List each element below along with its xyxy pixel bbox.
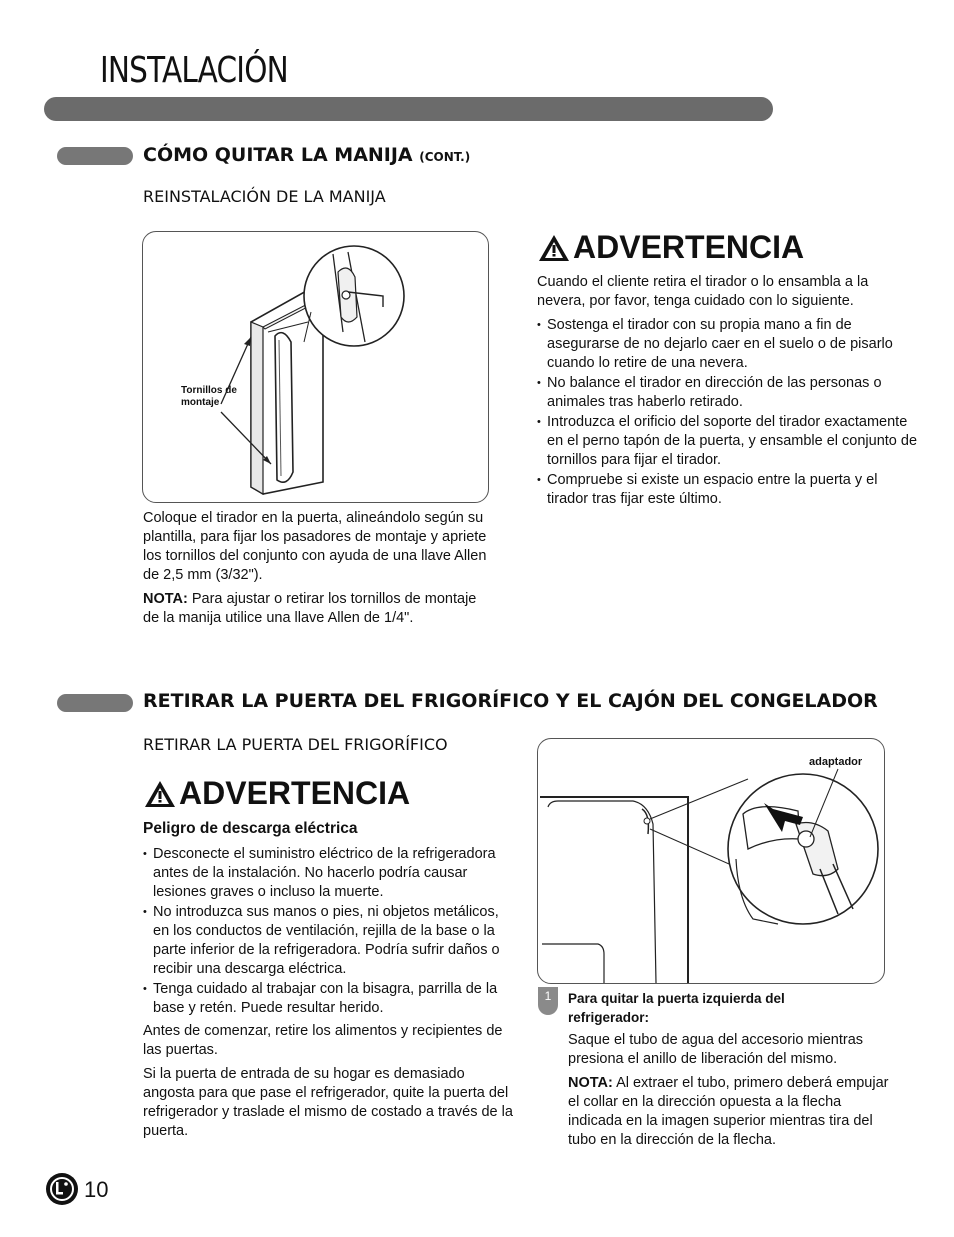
para-puerta-angosta: Si la puerta de entrada de su hogar es demasiado angosta para que pase el refrigerador, quite la puerta del refrigerador y traslade el mismo de costado a través de la puerta. bbox=[143, 1066, 513, 1139]
subheading-retirar-puerta: RETIRAR LA PUERTA DEL FRIGORÍFICO bbox=[143, 735, 448, 754]
warning-body-1 bbox=[537, 273, 917, 510]
adapter-illustration bbox=[538, 739, 884, 983]
section-heading-text: CÓMO QUITAR LA MANIJA bbox=[143, 144, 413, 166]
handle-caption bbox=[143, 509, 495, 633]
handle-figure bbox=[142, 231, 489, 503]
lg-logo bbox=[45, 1172, 79, 1211]
note-label: NOTA: bbox=[143, 591, 188, 607]
adapter-figure bbox=[537, 738, 885, 984]
warning-subtitle: Peligro de descarga eléctrica bbox=[143, 820, 358, 837]
step-note bbox=[568, 1074, 898, 1150]
step-number-badge: 1 bbox=[538, 987, 558, 1015]
warning-body-2 bbox=[143, 845, 515, 1146]
list-item: • Introduzca el orificio del soporte del tirador exactamente en el perno tapón de la puerta, y ensamble el conjunto de tornillos para fijar el tirador. bbox=[537, 413, 917, 470]
caption-text: Coloque el tirador en la puerta, alineándolo según su plantilla, para fijar los pasadores de montaje y apriete los tornillos del conjunto con ayuda de una llave Allen de 2,5 mm (3/32"). bbox=[143, 510, 487, 583]
list-item: • Desconecte el suministro eléctrico de la refrigeradora antes de la instalación. No hacerlo podría causar lesiones graves o incluso la muerte. bbox=[143, 845, 515, 902]
page-title: INSTALACIÓN bbox=[100, 50, 288, 91]
figure-label-line2: montaje bbox=[181, 397, 220, 408]
page-number: 10 bbox=[84, 1177, 109, 1202]
list-item: • Compruebe si existe un espacio entre la puerta y el tirador tras fijar este último. bbox=[537, 471, 917, 509]
section-pill bbox=[57, 694, 133, 712]
figure-label-adaptador: adaptador bbox=[809, 756, 863, 768]
subheading-reinstalacion: REINSTALACIÓN DE LA MANIJA bbox=[143, 187, 386, 206]
section-heading-manija bbox=[143, 144, 470, 166]
section-pill bbox=[57, 147, 133, 165]
step-note-label: NOTA: bbox=[568, 1075, 613, 1091]
step-text: Saque el tubo de agua del accesorio mientras presiona el anillo de liberación del mismo. bbox=[568, 1032, 864, 1067]
para-antes: Antes de comenzar, retire los alimentos y recipientes de las puertas. bbox=[143, 1023, 503, 1058]
section-heading-puerta: RETIRAR LA PUERTA DEL FRIGORÍFICO Y EL CAJÓN DEL CONGELADOR bbox=[143, 690, 878, 712]
warning-title-text-2: ADVERTENCIA bbox=[179, 775, 411, 811]
warning-title-text-1: ADVERTENCIA bbox=[573, 229, 805, 265]
warning-title-2 bbox=[143, 775, 410, 812]
list-item: • No balance el tirador en dirección de las personas o animales tras haberlo retirado. bbox=[537, 374, 917, 412]
list-item: • No introduzca sus manos o pies, ni objetos metálicos, en los conductos de ventilación, rejilla de la base o la parte inferior de la refrigeradora. Podría sufrir daños o recibir una descarga eléctrica. bbox=[143, 903, 515, 979]
step-body bbox=[568, 1031, 898, 1155]
warning-title-1 bbox=[537, 229, 804, 266]
step-note-text: Al extraer el tubo, primero deberá empujar el collar en la dirección opuesta a la flecha indicada en la imagen superior mientras tira del tubo en la dirección de la flecha. bbox=[568, 1075, 889, 1148]
note-text: Para ajustar o retirar los tornillos de montaje de la manija utilice una llave Allen de 1/4". bbox=[143, 591, 477, 626]
list-item: • Sostenga el tirador con su propia mano a fin de asegurarse de no dejarlo caer en el suelo o de pisarlo cuando lo retire de una nevera. bbox=[537, 316, 917, 373]
figure-label-tornillos bbox=[181, 385, 237, 409]
warning-intro: Cuando el cliente retira el tirador o lo ensambla a la nevera, por favor, tenga cuidado con lo siguiente. bbox=[537, 274, 869, 309]
warning-triangle-icon bbox=[537, 233, 571, 263]
section-heading-suffix: (CONT.) bbox=[419, 150, 471, 164]
warning-bullets-1 bbox=[537, 316, 917, 509]
note-paragraph bbox=[143, 590, 495, 628]
warning-triangle-icon bbox=[143, 779, 177, 809]
warning-bullets-2 bbox=[143, 845, 515, 1018]
lg-logo-icon bbox=[45, 1172, 79, 1206]
list-item: • Tenga cuidado al trabajar con la bisagra, parrilla de la base y retén. Puede resultar herido. bbox=[143, 980, 515, 1018]
figure-label-line1: Tornillos de bbox=[181, 385, 237, 396]
step-title: Para quitar la puerta izquierda del refrigerador: bbox=[568, 991, 785, 1025]
title-bar bbox=[44, 97, 773, 121]
handle-illustration bbox=[143, 232, 488, 502]
